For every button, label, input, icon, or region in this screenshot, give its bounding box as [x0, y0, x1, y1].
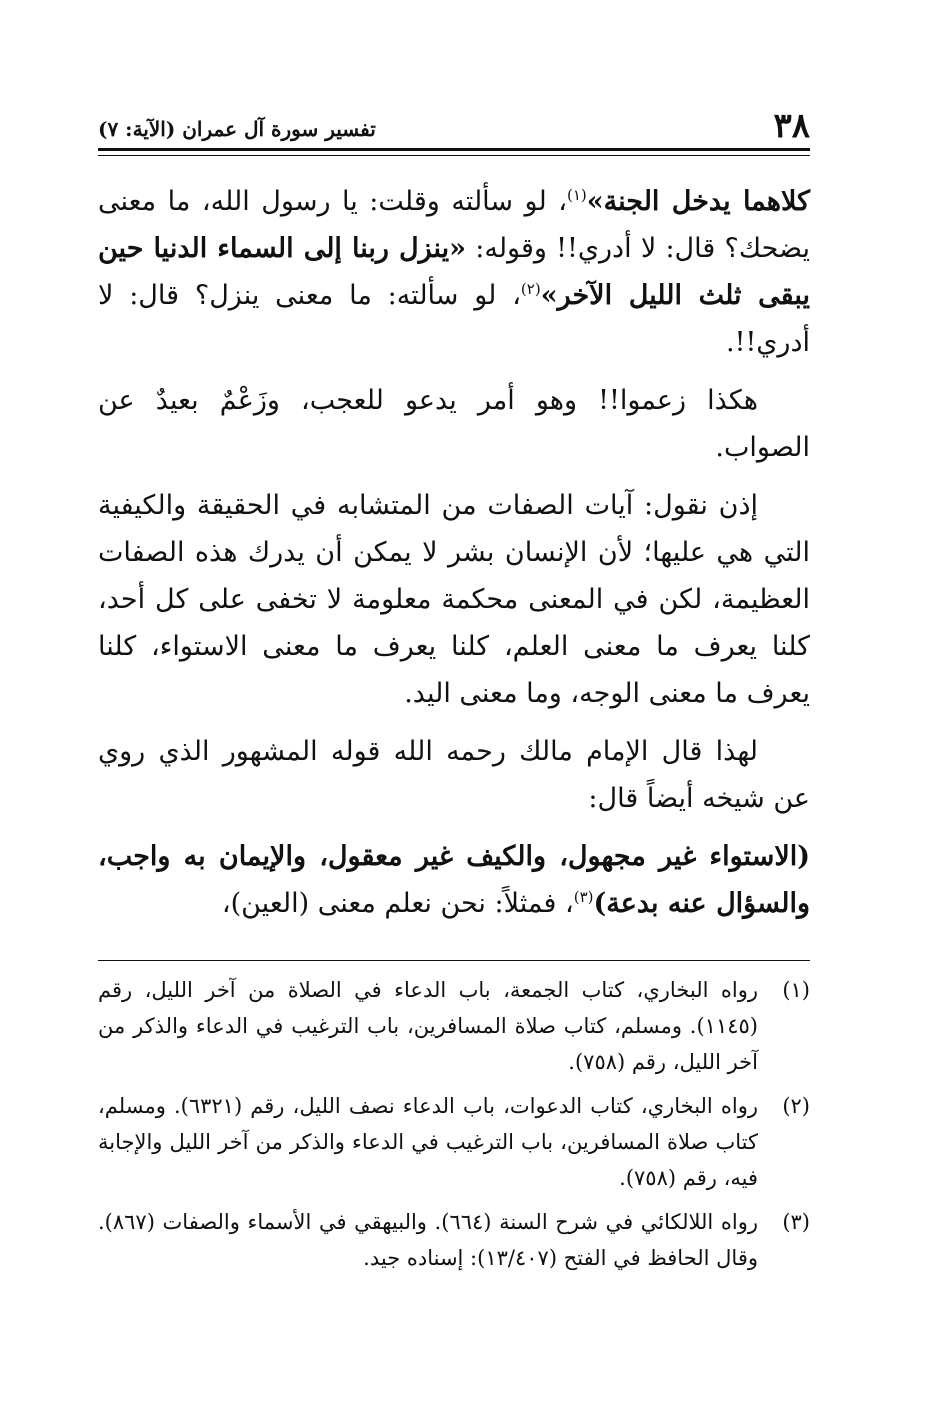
paragraph-text: ، فمثلاً: نحن نعلم معنى (العين)، — [221, 888, 574, 919]
footnote-ref-2: (٢) — [520, 280, 541, 298]
paragraph-text: ، لو سألته: ما معنى ينزل؟ قال: لا أدري!!. — [98, 280, 810, 358]
footnotes — [98, 972, 810, 1284]
page-number: ٣٨ — [773, 106, 810, 146]
footnote-number: (٢) — [782, 1094, 810, 1118]
footnote-3 — [98, 1204, 810, 1276]
quote-bold: «ينزل ربنا إلى السماء الدنيا حين يبقى ثلث الليل الآخر» — [98, 233, 810, 311]
footnote-number: (١) — [782, 978, 810, 1002]
quote-bold: كلاهما يدخل الجنة» — [586, 186, 810, 217]
header-rule-thick — [98, 148, 810, 151]
paragraph-2: هكذا زعموا!! وهو أمر يدعو للعجب، وزَعْمٌ بعيدٌ عن الصواب. — [98, 385, 810, 463]
footnote-ref-3: (٣) — [573, 888, 594, 906]
paragraph-3: إذن نقول: آيات الصفات من المتشابه في الحقيقة والكيفية التي هي عليها؛ لأن الإنسان بشر لا يمكن أن يدرك هذه الصفات العظيمة، لكن في المعنى محكمة معلومة لا تخفى على كل أحد، كلنا يعرف ما معنى العلم، كلنا يعرف ما معنى الاستواء، كلنا يعرف ما معنى الوجه، وما معنى اليد. — [98, 490, 810, 709]
paragraph-1 — [98, 178, 810, 366]
footnote-text: رواه البخاري، كتاب الجمعة، باب الدعاء في الصلاة من آخر الليل، رقم (١١٤٥). ومسلم، كتاب صلاة المسافرين، باب الترغيب في الدعاء والذكر من آخر الليل، رقم (٧٥٨). — [98, 978, 758, 1074]
footnote-text: رواه اللالكائي في شرح السنة (٦٦٤). والبيهقي في الأسماء والصفات (٨٦٧). وقال الحافظ في الفتح (١٣/٤٠٧): إسناده جيد. — [98, 1210, 758, 1270]
paragraph-4: لهذا قال الإمام مالك رحمه الله قوله المشهور الذي روي عن شيخه أيضاً قال: — [98, 736, 810, 814]
footnote-number: (٣) — [782, 1210, 810, 1234]
footnote-2 — [98, 1088, 810, 1196]
running-title: تفسير سورة آل عمران (الآية: ٧) — [98, 117, 376, 141]
footnote-separator — [98, 960, 810, 961]
footnote-ref-1: (١) — [566, 186, 587, 204]
header-rule-thin — [98, 155, 810, 156]
quote-bold: (الاستواء غير مجهول، والكيف غير معقول، والإيمان به واجب، والسؤال عنه بدعة) — [98, 841, 810, 919]
paragraph-text: ، لو سألته وقلت: يا رسول الله، ما معنى يضحك؟ قال: لا أدري!! وقوله: — [98, 186, 810, 264]
footnote-1 — [98, 972, 810, 1080]
footnote-text: رواه البخاري، كتاب الدعوات، باب الدعاء نصف الليل، رقم (٦٣٢١). ومسلم، كتاب صلاة المسافرين، باب الترغيب في الدعاء والذكر من آخر الليل والإجابة فيه، رقم (٧٥٨). — [98, 1094, 759, 1190]
main-text — [98, 178, 810, 927]
page-header — [98, 108, 810, 148]
paragraph-5 — [98, 833, 810, 927]
